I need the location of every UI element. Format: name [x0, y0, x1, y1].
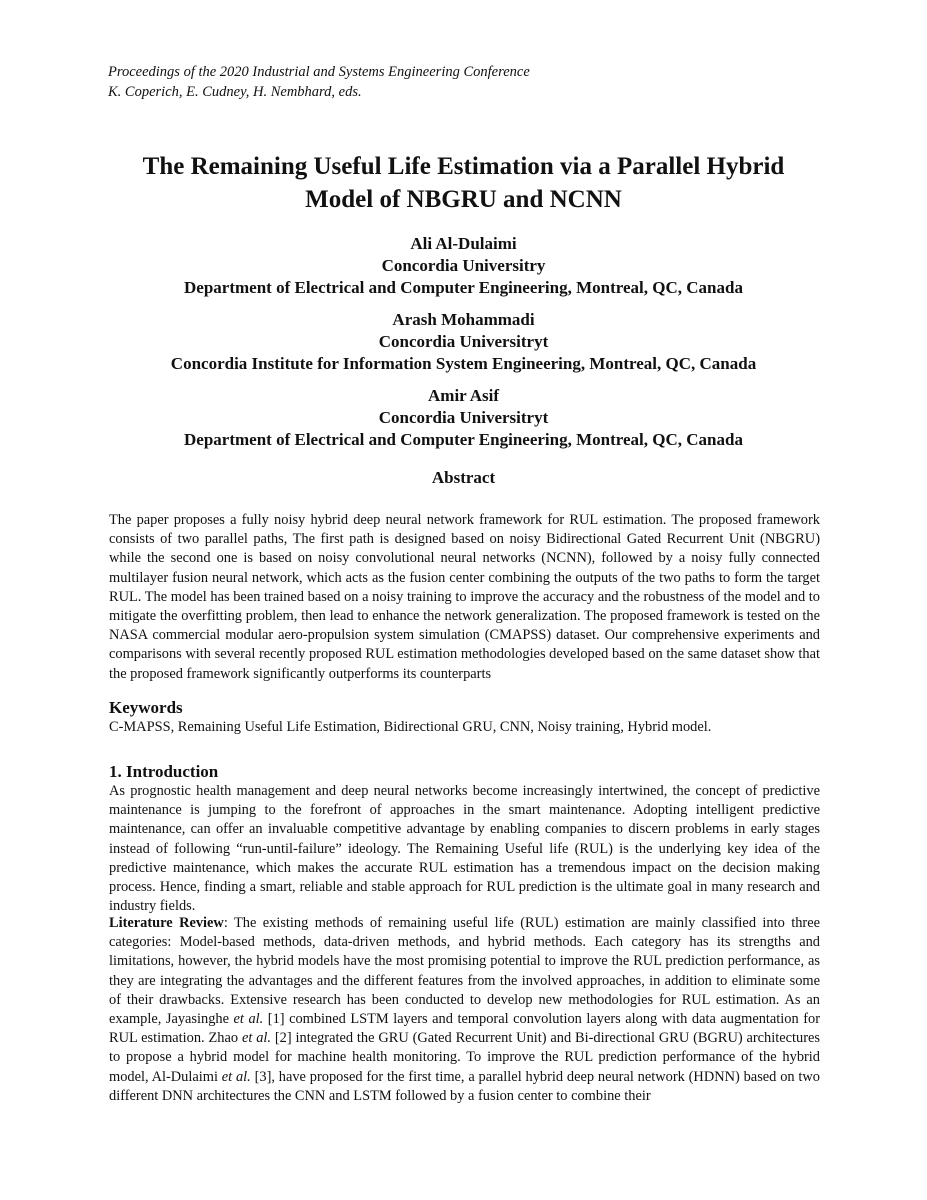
- literature-text-part-4: [3], have proposed for the first time, a parallel hybrid deep neural network (HDNN) based on two different DNN architectures the CNN and LSTM followed by a fusion center to combine their: [109, 1068, 820, 1104]
- header-line-1: Proceedings of the 2020 Industrial and Systems Engineering Conference: [108, 64, 530, 80]
- author-affiliation: Concordia Universitry: [381, 256, 546, 275]
- author-affiliation: Concordia Universitryt: [378, 408, 549, 427]
- keywords-text: C-MAPSS, Remaining Useful Life Estimation, Bidirectional GRU, CNN, Noisy training, Hybrid model.: [109, 719, 712, 735]
- literature-review-label: Literature Review: [109, 915, 224, 931]
- author-name: Amir Asif: [428, 386, 499, 405]
- author-name: Ali Al-Dulaimi: [410, 234, 517, 253]
- title-line-2: Model of NBGRU and NCNN: [305, 186, 622, 213]
- header-line-2: K. Coperich, E. Cudney, H. Nembhard, eds.: [108, 84, 362, 100]
- paper-title: [60, 150, 867, 216]
- author-affiliation: Concordia Universitryt: [378, 332, 549, 351]
- et-al-citation: et al.: [221, 1068, 251, 1085]
- keywords-heading: Keywords: [109, 698, 183, 717]
- introduction-paragraph: As prognostic health management and deep neural networks become increasingly intertwined, the concept of predictive maintenance is jumping to the forefront of approaches in the smart maintenance. Adopting intelligent predictive maintenance, can offer an invaluable competitive advantage by enabling companies to discern problems in early stages instead of following “run-until-failure” ideology. The Remaining Useful life (RUL) is the underlying key idea of the predictive maintenance, which makes the accurate RUL estimation has a tremendous impact on the decision making process. Hence, finding a smart, reliable and stable approach for RUL prediction is the ultimate goal in many research and industry fields.: [109, 783, 820, 915]
- literature-text-part-3: [2] integrated the GRU (Gated Recurrent Unit) and Bi-directional GRU (BGRU) architectures to propose a hybrid model for machine health monitoring. To improve the RUL prediction performance of the hybrid model, Al-Dulaimi: [109, 1030, 820, 1085]
- author-department: Department of Electrical and Computer Engineering, Montreal, QC, Canada: [184, 278, 743, 297]
- introduction-heading: 1. Introduction: [109, 762, 219, 781]
- et-al-citation: et al.: [241, 1030, 271, 1047]
- literature-text-part-2: [1] combined LSTM layers and temporal convolution layers along with data augmentation for RUL estimation. Zhao: [109, 1011, 820, 1047]
- author-department: Department of Electrical and Computer Engineering, Montreal, QC, Canada: [184, 430, 743, 449]
- author-list: [60, 233, 867, 461]
- abstract-heading: Abstract: [431, 468, 496, 487]
- literature-text-part-1: : The existing methods of remaining useful life (RUL) estimation are mainly classified into three categories: Model-based methods, data-driven methods, and hybrid methods. Each category has its strengths and limitations, however, the hybrid models have the most promising potential to improve the RUL prediction performance, as they are integrating the advantages and the different features from the involved approaches, in addition to eliminate some of their drawbacks. Extensive research has been conducted to develop new methodologies for RUL estimation. As an example, Jayasinghe: [109, 915, 820, 1028]
- title-line-1: The Remaining Useful Life Estimation via a Parallel Hybrid: [142, 153, 785, 180]
- author-block: [60, 233, 867, 299]
- abstract-text: The paper proposes a fully noisy hybrid deep neural network framework for RUL estimation. The proposed framework consists of two parallel paths, The first path is designed based on noisy Bidirectional Gated Recurrent Unit (NBGRU) while the second one is based on noisy convolutional neural networks (NCNN), followed by a noisy fully connected multilayer fusion neural network, which acts as the fusion center combining the outputs of the two paths to form the target RUL. The model has been trained based on a noisy training to improve the accuracy and the robustness of the model and to mitigate the overfitting problem, then lead to enhance the network generalization. The proposed framework is tested on the NASA commercial modular aero-propulsion system simulation (CMAPSS) dataset. Our comprehensive experiments and comparisons with several recently proposed RUL estimation methodologies developed based on the same dataset show that the proposed framework significantly outperforms its counterparts: [109, 512, 820, 682]
- literature-review-paragraph: [109, 914, 820, 1106]
- et-al-citation: et al.: [233, 1011, 264, 1028]
- proceedings-header: [108, 62, 530, 102]
- author-name: Arash Mohammadi: [392, 310, 535, 329]
- author-block: [60, 309, 867, 375]
- author-department: Concordia Institute for Information System Engineering, Montreal, QC, Canada: [170, 354, 757, 373]
- author-block: [60, 385, 867, 451]
